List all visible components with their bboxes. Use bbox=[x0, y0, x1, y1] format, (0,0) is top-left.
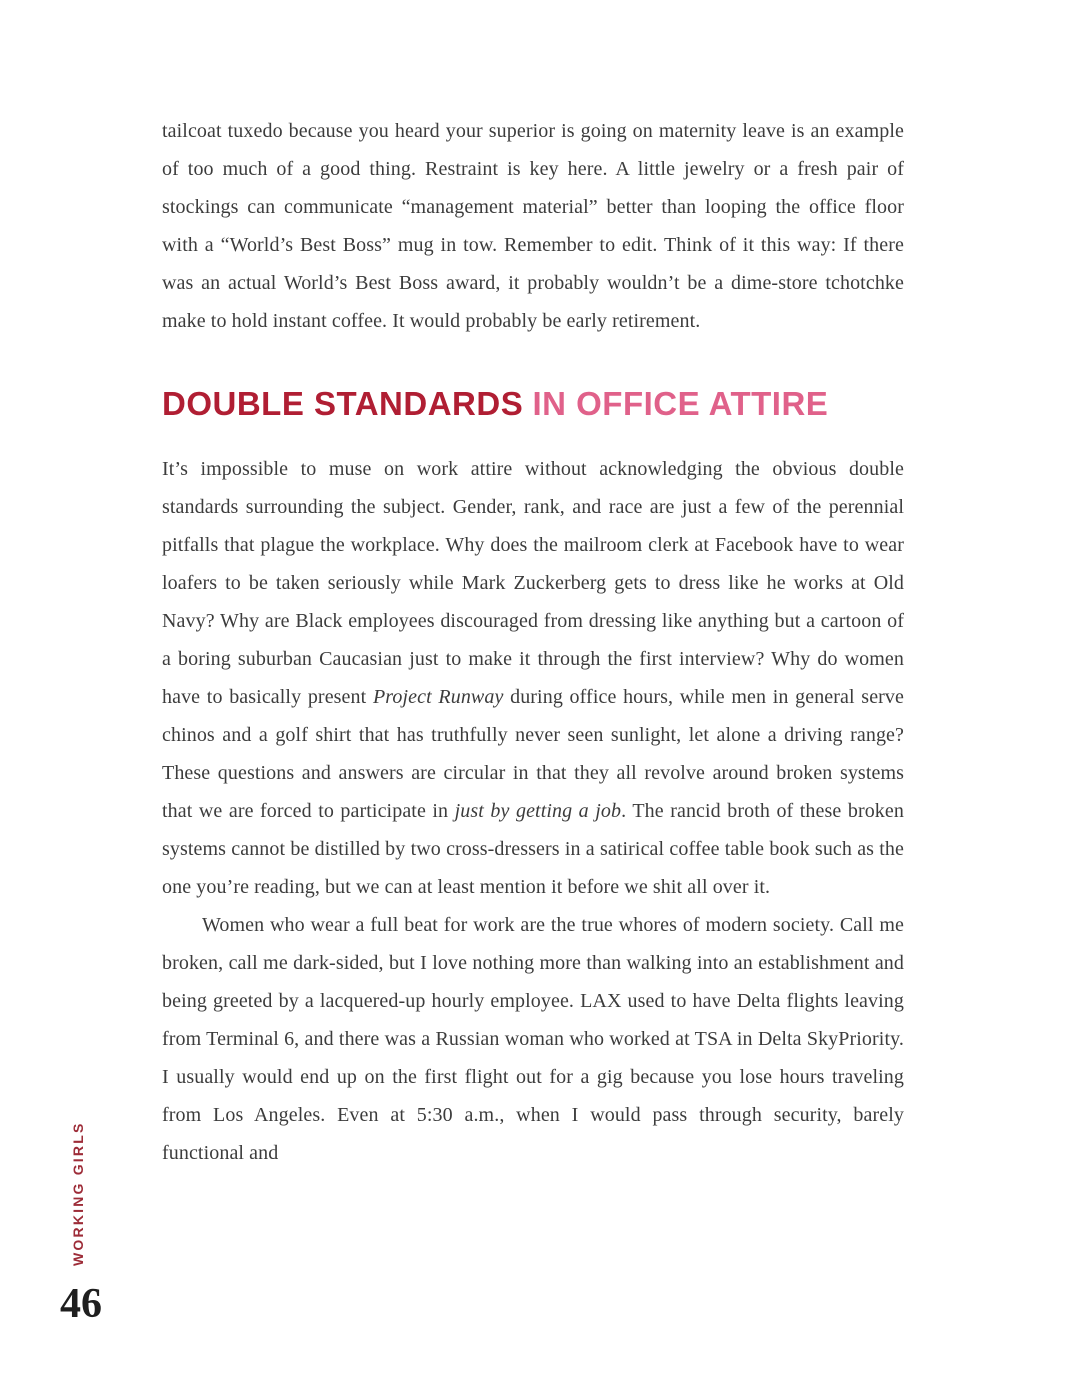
italic-text: Project Runway bbox=[372, 686, 504, 708]
section-heading bbox=[162, 384, 904, 424]
running-footer-chapter-label: WORKING GIRLS bbox=[70, 1121, 86, 1266]
paragraph bbox=[162, 906, 904, 1172]
italic-text: just by getting a job bbox=[454, 800, 622, 822]
paragraph bbox=[162, 450, 904, 906]
text-run: tailcoat tuxedo because you heard your superior is going on maternity leave is an example of too much of a good thing. Restraint is key here. A little jewelry or a fresh pair of stockings can communicate “management material” better than looping the office floor with a “World’s Best Boss” mug in tow. Remember to edit. Think of it this way: If there was an actual World’s Best Boss award, it probably wouldn’t be a dime-store tchotchke make to hold instant coffee. It would probably be early retirement. bbox=[162, 120, 904, 332]
text-run: during office hours, while men in general serve chinos and a golf shirt that has truthfully never seen sunlight, let alone a driving range? These questions and answers are circular in that they all revolve around broken systems that we are forced to participate in bbox=[162, 686, 905, 822]
section-heading-secondary: IN OFFICE ATTIRE bbox=[532, 385, 829, 422]
text-run: Women who wear a full beat for work are the true whores of modern society. Call me broken, call me dark-sided, but I love nothing more than walking into an establishment and being greeted by a lacquered-up hourly employee. LAX used to have Delta flights leaving from Terminal 6, and there was a Russian woman who worked at TSA in Delta SkyPriority. I usually would end up on the first flight out for a gig because you lose hours traveling from Los Angeles. Even at 5:30 a.m., when I would pass through security, barely functional and bbox=[162, 914, 904, 1164]
text-run: It’s impossible to muse on work attire without acknowledging the obvious double standards surrounding the subject. Gender, rank, and race are just a few of the perennial pitfalls that plague the workplace. Why does the mailroom clerk at Facebook have to wear loafers to be taken seriously while Mark Zuckerberg gets to dress like he works at Old Navy? Why are Black employees discouraged from dressing like anything but a cartoon of a boring suburban Caucasian just to make it through the first interview? Why do women have to basically present bbox=[162, 458, 904, 708]
section-heading-primary: DOUBLE STANDARDS bbox=[162, 385, 524, 422]
paragraph bbox=[162, 112, 904, 340]
page-number: 46 bbox=[60, 1281, 102, 1327]
text-column bbox=[162, 112, 904, 1172]
text-run: . The rancid broth of these broken systems cannot be distilled by two cross-dressers in a satirical coffee table book such as the one you’re reading, but we can at least mention it before we shit all over it. bbox=[162, 800, 904, 898]
